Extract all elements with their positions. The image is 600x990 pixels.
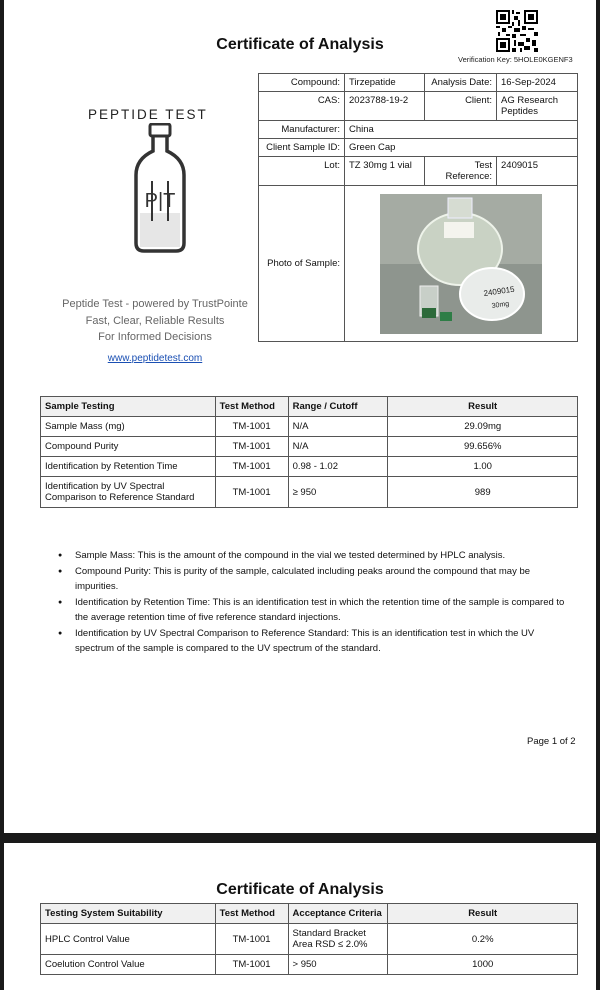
tagline-line: Fast, Clear, Reliable Results xyxy=(85,314,225,327)
test-result: 29.09mg xyxy=(388,417,578,437)
cas-label: CAS: xyxy=(259,92,345,121)
column-header: Test Method xyxy=(215,397,288,417)
photo-vial-label: 2409015 xyxy=(483,284,516,298)
test-method: TM-1001 xyxy=(215,417,288,437)
certificate-page-2 xyxy=(4,843,596,990)
column-header: Result xyxy=(388,904,578,924)
manufacturer-value: China xyxy=(345,121,578,139)
client-label: Client: xyxy=(425,92,497,121)
table-row xyxy=(41,437,578,457)
test-reference-value: 2409015 xyxy=(497,157,578,186)
notes-list xyxy=(58,548,573,657)
sample-testing-table xyxy=(40,396,578,508)
list-item: ● Identification by Retention Time: This is an identification test in which the retention time of the sample is compared to the average retention time of five reference standard injections. xyxy=(58,595,573,626)
test-result: 99.656% xyxy=(388,437,578,457)
sample-info-table xyxy=(258,73,578,342)
compound-value: Tirzepatide xyxy=(345,74,425,92)
test-range: N/A xyxy=(288,417,388,437)
test-range: N/A xyxy=(288,437,388,457)
test-range: 0.98 - 1.02 xyxy=(288,457,388,477)
sample-photo xyxy=(380,194,542,334)
photo-label: Photo of Sample: xyxy=(259,186,345,342)
brand-name: PEPTIDE TEST xyxy=(88,107,208,122)
table-row xyxy=(41,457,578,477)
verification-key: Verification Key: 5HOLE0KGENF3 xyxy=(458,55,573,64)
test-result: 1.00 xyxy=(388,457,578,477)
svg-text:P|T: P|T xyxy=(144,190,176,212)
manufacturer-label: Manufacturer: xyxy=(259,121,345,139)
client-sample-id-label: Client Sample ID: xyxy=(259,139,345,157)
photo-vial-label: 30mg xyxy=(491,300,510,310)
test-result: 989 xyxy=(388,477,578,508)
qr-code-icon xyxy=(496,10,538,52)
list-item: ● Identification by UV Spectral Comparison to Reference Standard: This is an identification test in which the UV spectrum of the sample is compared to the UV spectrum of the standard. xyxy=(58,626,573,657)
test-name: Identification by UV Spectral Comparison to Reference Standard xyxy=(41,477,216,508)
tagline-line: Peptide Test - powered by TrustPointe xyxy=(62,298,248,310)
system-suitability-table xyxy=(40,903,578,975)
tagline xyxy=(50,296,260,367)
lot-label: Lot: xyxy=(259,157,345,186)
client-value: AG Research Peptides xyxy=(497,92,578,121)
column-header: Range / Cutoff xyxy=(288,397,388,417)
certificate-page-1 xyxy=(4,0,596,833)
test-name: Compound Purity xyxy=(41,437,216,457)
table-row xyxy=(41,417,578,437)
page-title: Certificate of Analysis xyxy=(216,36,384,53)
compound-label: Compound: xyxy=(259,74,345,92)
column-header: Acceptance Criteria xyxy=(288,904,388,924)
website-link[interactable]: www.peptidetest.com xyxy=(107,352,203,364)
test-method: TM-1001 xyxy=(215,457,288,477)
table-row xyxy=(41,477,578,508)
list-item: ● Compound Purity: This is purity of the sample, calculated including peaks around the compound that may be impurities. xyxy=(58,564,573,595)
test-range: ≥ 950 xyxy=(288,477,388,508)
cas-value: 2023788-19-2 xyxy=(345,92,425,121)
table-row xyxy=(41,955,578,975)
test-name: Coelution Control Value xyxy=(41,955,216,975)
test-name: HPLC Control Value xyxy=(41,924,216,955)
test-method: TM-1001 xyxy=(215,477,288,508)
column-header: Sample Testing xyxy=(41,397,216,417)
acceptance-criteria: > 950 xyxy=(288,955,388,975)
test-name: Identification by Retention Time xyxy=(41,457,216,477)
tagline-line: For Informed Decisions xyxy=(98,331,212,343)
page-number: Page 1 of 2 xyxy=(527,736,576,747)
lot-value: TZ 30mg 1 vial xyxy=(345,157,425,186)
test-method: TM-1001 xyxy=(215,924,288,955)
test-method: TM-1001 xyxy=(215,955,288,975)
column-header: Result xyxy=(388,397,578,417)
acceptance-criteria: Standard Bracket Area RSD ≤ 2.0% xyxy=(288,924,388,955)
column-header: Test Method xyxy=(215,904,288,924)
test-name: Sample Mass (mg) xyxy=(41,417,216,437)
test-result: 1000 xyxy=(388,955,578,975)
page-title: Certificate of Analysis xyxy=(216,881,384,898)
test-result: 0.2% xyxy=(388,924,578,955)
analysis-date-value: 16-Sep-2024 xyxy=(497,74,578,92)
analysis-date-label: Analysis Date: xyxy=(425,74,497,92)
table-row xyxy=(41,924,578,955)
list-item: ● Sample Mass: This is the amount of the compound in the vial we tested determined by HPLC analysis. xyxy=(58,548,573,564)
test-method: TM-1001 xyxy=(215,437,288,457)
column-header: Testing System Suitability xyxy=(41,904,216,924)
vial-logo-icon xyxy=(128,123,192,263)
client-sample-id-value: Green Cap xyxy=(345,139,578,157)
test-reference-label: Test Reference: xyxy=(425,157,497,186)
